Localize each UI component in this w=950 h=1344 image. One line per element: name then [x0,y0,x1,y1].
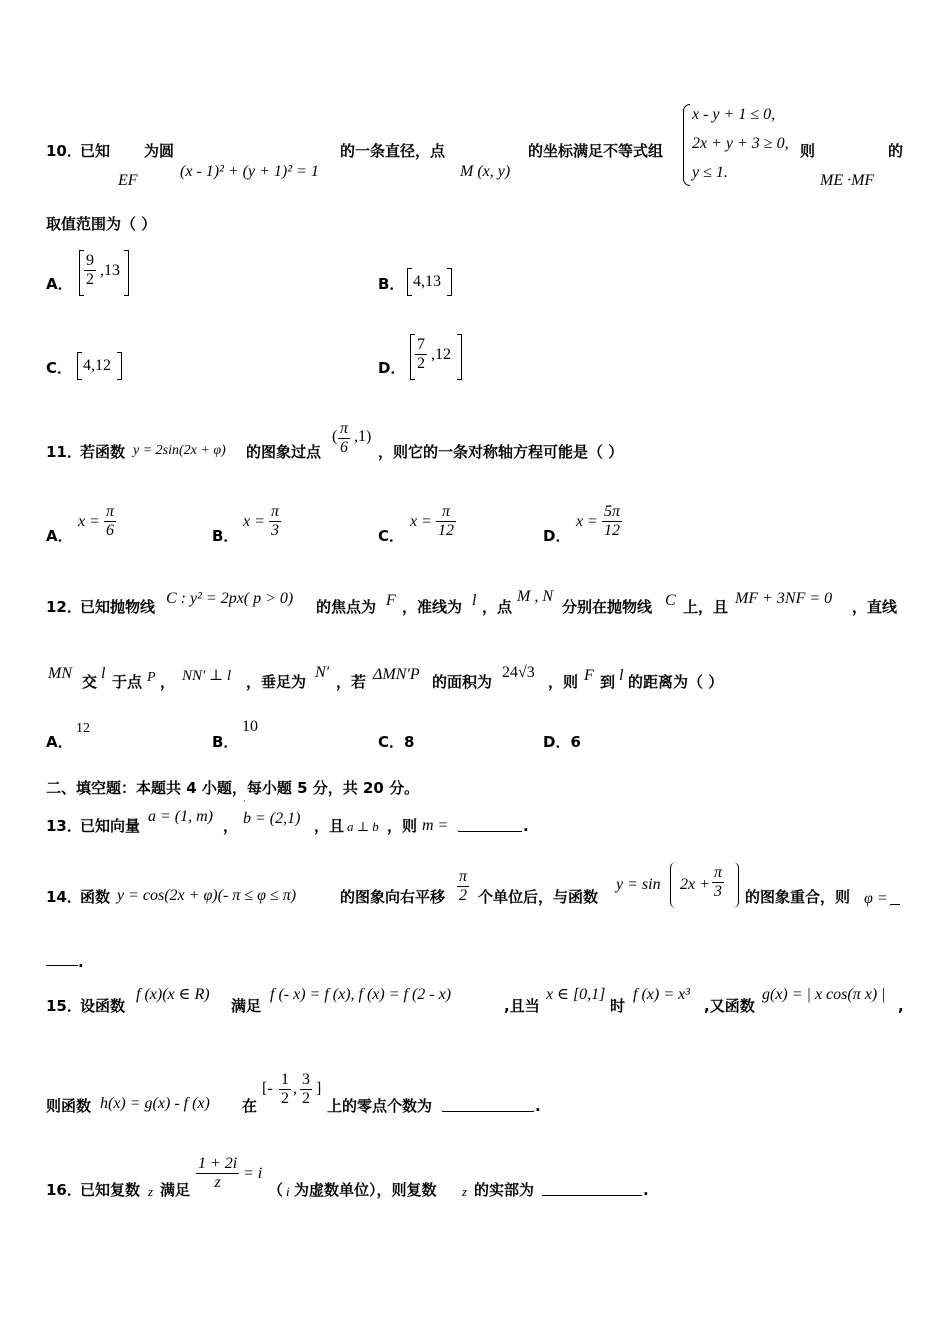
q14-func2-fraction: $\frac{\pi}{3}$ [714,864,723,900]
q10-A-bracket-right [124,250,129,296]
q12-l2-l: l [101,665,106,682]
q12-MN: M , N [517,588,553,605]
q16-text-5: 的实部为 [474,1181,535,1199]
q10-system-brace [683,104,690,186]
q10-point-M: M (x, y) [460,163,511,180]
q12-l2-F: F [584,667,594,684]
q11-D-fraction: $\frac{5\pi}{12}$ [604,503,621,539]
q12-vector-eq: MF + 3NF = 0 [735,590,833,607]
q10-B-bracket-right [447,268,452,296]
q11-point-open: ( [332,428,338,445]
q14-shift-fraction: $\frac{\pi}{2}$ [459,868,468,904]
q15-number: 15． [46,997,82,1015]
q10-text-1: 已知 [80,142,111,160]
section-2-header: 二、填空题：本题共 4 小题，每小题 5 分，共 20 分。 [46,779,420,797]
q11-A-fraction: $\frac{\pi}{6}$ [106,503,115,539]
q13-answer-blank[interactable] [458,817,522,832]
q10-ineq-2: 2x + y + 3 ≥ 0, [692,135,789,152]
q12-l2-N: N′ [315,664,330,681]
q12-l2-l2: l [619,667,624,684]
q13-text-5: . [523,817,529,835]
q15-hx: h(x) = g(x) - f (x) [100,1095,210,1112]
q11-option-D-label: D． [543,527,571,545]
q10-D-rest: ,12 [431,346,451,363]
q15-text-2: 满足 [231,997,262,1015]
q12-MN-line: MN [48,665,72,682]
q11-text-1: 若函数 [80,443,126,461]
q15-interval-close: ] [316,1080,322,1097]
q11-C-x-eq: x = [410,513,432,530]
q14-function: y = cos(2x + φ)(- π ≤ φ ≤ π) [117,887,297,904]
q13-vector-arrow: ˈ [243,799,247,810]
q12-l2-perp: NN′ ⊥ l [182,668,232,684]
q15-interval-open: [- [262,1080,273,1097]
q12-text-2: 的焦点为 [316,598,377,616]
q12-A-value: 12 [76,721,90,736]
q15-text-4: 时 [610,997,626,1015]
q12-option-A-label: A． [46,733,73,751]
q16-text-1: 已知复数 [80,1181,141,1199]
q10-EF: EF [118,172,138,189]
q12-text-6: 上，且 [683,598,729,616]
q12-l2-text-9: 的距离为（ ） [628,673,724,691]
q16-z: z [148,1184,154,1199]
q12-B-value: 10 [242,718,258,735]
q12-l2-text-4: ，垂足为 [246,673,307,691]
q12-option-C: C．8 [378,733,415,751]
q16-text-4: 为虚数单位），则复数 [294,1181,437,1199]
q12-F: F [386,592,396,609]
q16-i: i [286,1184,290,1199]
q10-text-2: 为圆 [144,142,175,160]
q16-answer-blank[interactable] [542,1181,642,1196]
q13-text-2: ， [223,817,239,835]
q11-option-A-label: A． [46,527,73,545]
q15-fx3: f (x) = x³ [633,986,690,1003]
q14-text-1: 函数 [80,888,111,906]
q11-function: y = 2sin(2x + φ) [133,443,226,458]
q13-text-4: ，则 [387,817,418,835]
q14-number: 14． [46,888,82,906]
q15-l2-text-1: 则函数 [46,1097,92,1115]
q12-number: 12． [46,598,82,616]
q10-text-6: 的 [888,142,904,160]
q16-text-6: . [643,1181,649,1199]
q14-answer-blank-a[interactable] [890,890,900,905]
q16-text-2: 满足 [160,1181,191,1199]
q15-text-1: 设函数 [80,997,126,1015]
q11-A-x-eq: x = [78,513,100,530]
q12-option-B-label: B． [212,733,239,751]
q10-D-fraction: $\frac{7}{2}$ [417,336,425,372]
q10-C-value: 4,12 [83,357,111,374]
q15-interval-sep: , [293,1080,297,1097]
q12-l2-text-3: ， [160,673,176,691]
q16-fraction: $\frac{1 + 2i}{z}$ [198,1155,238,1191]
q11-C-fraction: $\frac{\pi}{12}$ [438,503,454,539]
q10-B-value: 4,13 [413,273,441,290]
q15-interval-frac-1: $\frac{1}{2}$ [281,1071,289,1107]
q14-func2-a: y = sin [616,876,661,893]
q12-text-4: ，点 [482,598,513,616]
q15-interval-frac-2: $\frac{3}{2}$ [302,1071,310,1107]
q10-A-fraction: $\frac{9}{2}$ [86,252,94,288]
q15-answer-blank[interactable] [442,1097,534,1112]
q11-text-2: 的图象过点 [246,443,322,461]
q15-text-5: ,又函数 [704,997,755,1015]
q15-l2-text-2: 在 [242,1097,258,1115]
q14-paren-left [670,862,677,908]
q10-option-C-label: C． [46,359,73,377]
q16-z2: z [462,1184,468,1199]
q14-text-2: 的图象向右平移 [340,888,446,906]
q12-l2-P: P [147,670,156,685]
q10-line-2: 取值范围为（ ） [46,215,157,233]
q10-text-4: 的坐标满足不等式组 [528,142,664,160]
q14-func2-b: 2x + [680,876,710,893]
q15-gx: g(x) = | x cos(π x) | [762,986,886,1003]
q13-vector-a: a = (1, m) [148,808,214,825]
q10-A-rest: ,13 [100,262,120,279]
q10-ineq-1: x - y + 1 ≤ 0, [692,106,776,123]
q10-option-D-label: D． [378,359,406,377]
q11-point-fraction: $\frac{\pi}{6}$ [340,420,349,456]
q13-number: 13． [46,817,82,835]
q12-l2-text-8: 到 [600,673,616,691]
q10-C-bracket-left [77,352,82,380]
q10-number: 10． [46,142,82,160]
q10-D-bracket-right [457,334,462,380]
q12-text-3: ，准线为 [402,598,463,616]
q14-text-3: 个单位后，与函数 [478,888,599,906]
q12-l2-text-1: 交 [82,673,98,691]
q13-m: m = [422,817,449,834]
q12-l2-text-5: ，若 [336,673,367,691]
q10-C-bracket-right [117,352,122,380]
q15-fx: f (x)(x ∈ R) [136,986,210,1003]
q12-text-1: 已知抛物线 [80,598,156,616]
q15-l2-text-4: . [535,1097,541,1115]
q13-perp: a ⊥ b [347,819,379,834]
q10-option-B-label: B． [378,275,405,293]
q16-number: 16． [46,1181,82,1199]
q14-answer-blank-b[interactable] [46,951,78,966]
q12-C: C [665,592,676,609]
q10-B-bracket-left [407,268,412,296]
q10-option-A-label: A． [46,275,73,293]
q15-condition: f (- x) = f (x), f (x) = f (2 - x) [270,986,452,1003]
q12-parabola: C : y² = 2px( p > 0) [166,590,294,607]
q14-paren-right [732,862,739,908]
q13-text-1: 已知向量 [80,817,141,835]
q12-l2-text-7: ，则 [548,673,579,691]
q10-text-3: 的一条直径，点 [340,142,446,160]
q11-option-B-label: B． [212,527,239,545]
q10-dot-product: ME ·MF [820,172,875,189]
q12-l2-area: 24√3 [502,664,535,681]
q14-text-5: . [78,953,84,971]
q11-B-x-eq: x = [243,513,265,530]
q15-domain: x ∈ [0,1] [546,986,606,1003]
q10-circle-eq: (x - 1)² + (y + 1)² = 1 [180,163,319,180]
q10-text-5: 则 [800,142,816,160]
q12-text-7: ，直线 [852,598,898,616]
q15-text-6: , [898,997,904,1015]
q14-text-4: 的图象重合，则 [745,888,851,906]
q13-text-3: ，且 [314,817,345,835]
q12-option-D: D．6 [543,733,581,751]
q10-ineq-3: y ≤ 1. [692,164,728,181]
q11-option-C-label: C． [378,527,405,545]
q12-l: l [472,592,477,609]
q11-B-fraction: $\frac{\pi}{3}$ [271,503,280,539]
q11-text-3: ，则它的一条对称轴方程可能是（ ） [378,443,624,461]
q15-l2-text-3: 上的零点个数为 [327,1097,433,1115]
q12-l2-triangle: ΔMN′P [373,666,420,683]
q12-l2-text-6: 的面积为 [432,673,493,691]
q13-vector-b: b = (2,1) [243,810,301,827]
q16-eq-i: = i [243,1165,263,1182]
q11-point-rest: ,1) [354,428,372,445]
q16-text-3: （ [268,1181,284,1199]
q11-number: 11． [46,443,82,461]
q15-text-3: ,且当 [504,997,540,1015]
q11-D-x-eq: x = [576,513,598,530]
q12-l2-text-2: 于点 [112,673,143,691]
q14-phi: φ = [864,890,888,907]
q12-text-5: 分别在抛物线 [562,598,653,616]
